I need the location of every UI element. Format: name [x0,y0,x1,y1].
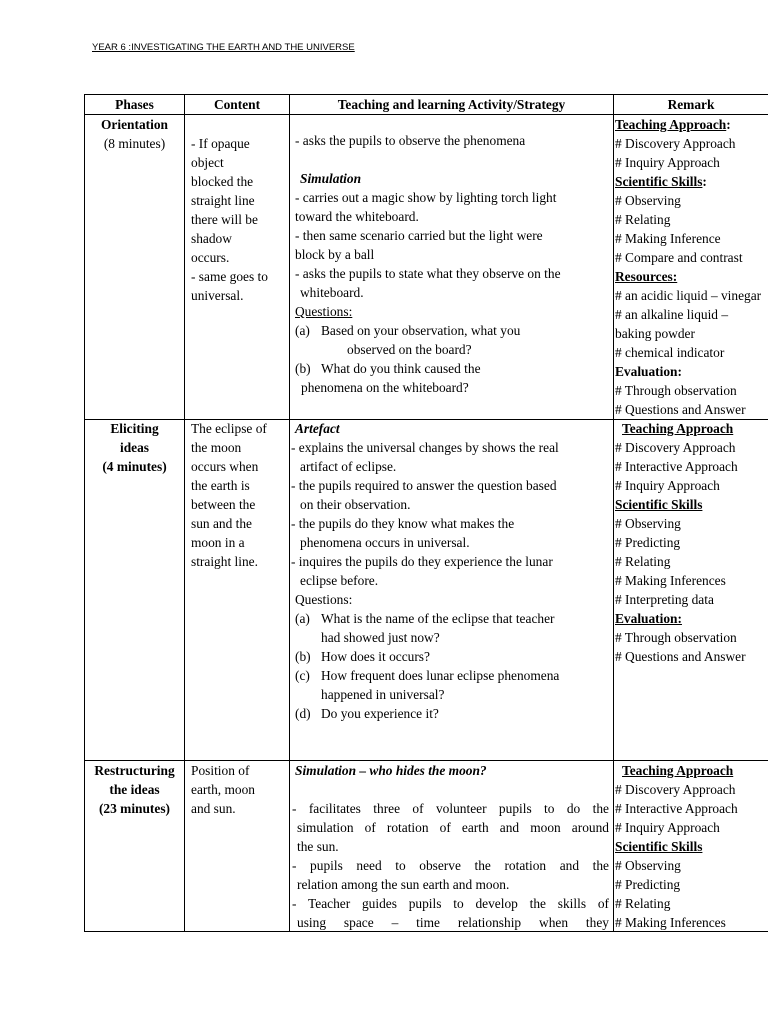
activity-line: - facilitates three of volunteer pupils to do the [292,801,609,816]
activity-heading: Simulation – who hides the moon? [295,763,487,778]
question-item [295,647,611,666]
activity-line: artifact of eclipse. [300,459,397,474]
remark-item: # Making Inferences [615,915,726,930]
teaching-approach-label: Teaching Approach [622,421,734,436]
remark-item: # Inquiry Approach [615,820,720,835]
phase-eliciting [85,419,184,476]
col-line-1 [184,94,185,932]
content-line: occurs. [191,250,230,265]
question-item [295,359,611,397]
remark-item: # Through observation [615,383,737,398]
activity-line: relation among the sun earth and moon. [297,877,510,892]
remark-item: # Predicting [615,877,681,892]
content-line: the earth is [191,478,250,493]
remark-item: # chemical indicator [615,345,725,360]
col-header-remark: Remark [667,97,715,112]
activity-line: - carries out a magic show by lighting torch light [295,190,557,205]
questions-label: Questions: [295,592,353,607]
activity-line: - inquires the pupils do they experience the lunar [291,554,553,569]
content-line: the moon [191,440,242,455]
activity-line: - pupils need to observe the rotation and the [292,858,609,873]
col-header-phases: Phases [115,97,154,112]
question-text: observed on the board? [347,342,472,357]
question-text: What do you think caused the [321,361,481,376]
content-line: universal. [191,288,244,303]
content-line: and sun. [191,801,236,816]
col-line-3 [613,94,614,932]
content-line: blocked the [191,174,254,189]
remark-item: # Observing [615,858,681,873]
question-marker: (a) [295,323,310,338]
activity-heading: Artefact [295,421,340,436]
remark-item: # Relating [615,212,671,227]
remark-item: # Predicting [615,535,681,550]
remark-item: # an alkaline liquid – [615,307,729,322]
activity-line: the sun. [297,839,339,854]
resources-label: Resources: [615,269,678,284]
remark-item: # an acidic liquid – vinegar [615,288,762,303]
remark-item: # Discovery Approach [615,136,736,151]
question-text: How does it occurs? [321,649,430,664]
content-line: straight line. [191,554,258,569]
remark-item: # Questions and Answer [615,649,746,664]
remark-item: # Questions and Answer [615,402,746,417]
remark-item: # Making Inference [615,231,721,246]
activity-line: toward the whiteboard. [295,209,419,224]
evaluation-label: Evaluation: [615,611,682,626]
content-line: Position of [191,763,250,778]
question-text: Based on your observation, what you [321,323,521,338]
activity-line: using space – time relationship when they [297,915,609,930]
remark-item: # Discovery Approach [615,440,736,455]
content-line: - If opaque [191,136,250,151]
questions-label: Questions: [295,304,353,319]
remark-item: # Discovery Approach [615,782,736,797]
activity-intro: - asks the pupils to observe the phenomena [295,133,526,148]
question-item [295,704,611,723]
activity-line: whiteboard. [300,285,364,300]
content-line: sun and the [191,516,252,531]
content-line: The eclipse of [191,421,267,436]
remark-orientation: Teaching Approach: # Discovery Approach # Inquiry Approach Scientific Skills: # Observing # Relating # Making Inference # Compare and contrast Resources: # an acidic liquid – vinegar # an alkaline liquid – baking powder # chemical indicator Evaluation: # Through observation # Questions and Answer [615,115,768,419]
content-line: earth, moon [191,782,255,797]
remark-item: # Observing [615,193,681,208]
teaching-approach-label: Teaching Approach [615,117,727,132]
activity-line: block by a ball [295,247,375,262]
activity-line: - the pupils required to answer the question based [291,478,557,493]
phase-orientation [85,115,184,153]
content-orientation [191,134,288,305]
content-eliciting [191,419,288,571]
remark-item: baking powder [615,326,695,341]
phase-name: Eliciting [110,421,159,436]
phase-name-2: ideas [119,440,150,455]
question-item [295,666,611,704]
activity-line: - Teacher guides pupils to develop the skills of [292,896,609,911]
content-line: moon in a [191,535,245,550]
remark-item: # Inquiry Approach [615,478,720,493]
remark-item: # Compare and contrast [615,250,743,265]
question-text: Do you experience it? [321,706,439,721]
document-title: YEAR 6 :INVESTIGATING THE EARTH AND THE UNIVERSE [92,42,355,53]
remark-item: # Interpreting data [615,592,714,607]
question-item [295,609,611,647]
activity-heading: Simulation [300,171,362,186]
content-line: there will be [191,212,258,227]
question-item [295,321,611,359]
remark-restructuring [615,761,768,932]
phase-name: Restructuring [94,763,175,778]
activity-line: - then same scenario carried but the light were [295,228,543,243]
remark-item: # Relating [615,896,671,911]
question-text: How frequent does lunar eclipse phenomena [321,668,560,683]
question-marker: (b) [295,361,311,376]
remark-item: # Interactive Approach [615,801,738,816]
scientific-skills-label: Scientific Skills [615,497,703,512]
remark-item: # Observing [615,516,681,531]
activity-line: eclipse before. [300,573,379,588]
question-marker: (c) [295,668,310,683]
question-text: phenomena on the whiteboard? [301,380,469,395]
activity-line: - the pupils do they know what makes the [291,516,515,531]
content-line: between the [191,497,256,512]
activity-line: phenomena occurs in universal. [300,535,470,550]
activity-line: simulation of rotation of earth and moon around [297,820,609,835]
phase-restructuring [85,761,184,818]
remark-item: # Inquiry Approach [615,155,720,170]
scientific-skills-label: Scientific Skills [615,839,703,854]
phase-name-2: the ideas [109,782,160,797]
activity-line: - explains the universal changes by shows the real [291,440,559,455]
content-line: occurs when [191,459,259,474]
col-header-activity: Teaching and learning Activity/Strategy [337,97,566,112]
question-marker: (a) [295,611,310,626]
teaching-approach-label: Teaching Approach [622,763,734,778]
phase-time: (4 minutes) [102,459,167,474]
activity-orientation [295,131,611,397]
content-line: object [191,155,224,170]
question-text: What is the name of the eclipse that teacher [321,611,555,626]
question-text: happened in universal? [321,687,445,702]
activity-line: - asks the pupils to state what they observe on the [295,266,561,281]
question-marker: (d) [295,706,311,721]
content-line: straight line [191,193,255,208]
phase-time: (8 minutes) [103,136,166,151]
activity-restructuring [292,761,609,931]
content-line: shadow [191,231,232,246]
remark-eliciting [615,419,768,666]
question-marker: (b) [295,649,311,664]
phase-name: Orientation [101,117,168,132]
remark-item: # Interactive Approach [615,459,738,474]
phase-time: (23 minutes) [98,801,171,816]
col-header-content: Content [213,97,261,112]
content-restructuring [191,761,288,818]
remark-item: # Making Inferences [615,573,726,588]
activity-eliciting [291,419,611,723]
col-line-2 [289,94,290,932]
content-line: - same goes to [191,269,268,284]
activity-line: on their observation. [300,497,411,512]
remark-item: # Relating [615,554,671,569]
remark-item: # Through observation [615,630,737,645]
question-text: had showed just now? [321,630,440,645]
scientific-skills-label: Scientific Skills [615,174,703,189]
evaluation-label: Evaluation: [615,364,682,379]
